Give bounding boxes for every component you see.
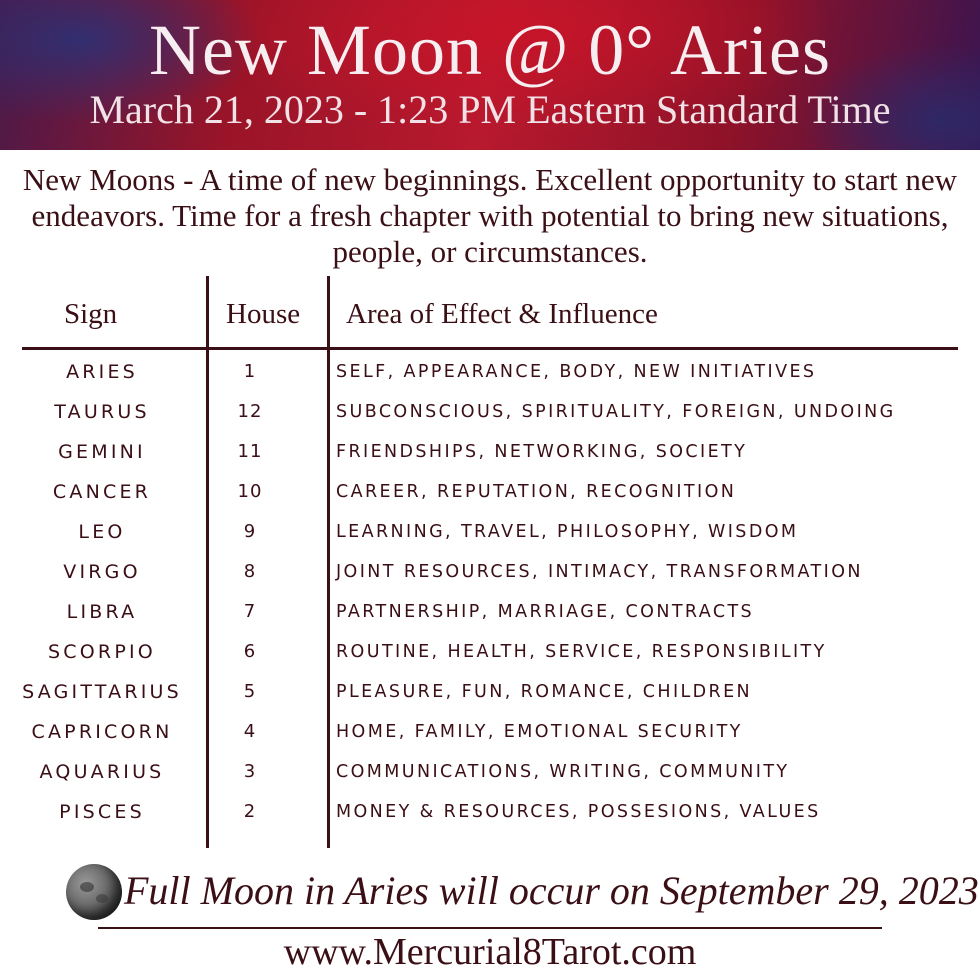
area-cell: ROUTINE, HEALTH, SERVICE, RESPONSIBILITY — [336, 642, 827, 662]
page-subtitle: March 21, 2023 - 1:23 PM Eastern Standard Time — [89, 87, 891, 132]
column-header-area: Area of Effect & Influence — [346, 298, 658, 330]
sign-cell: LEO — [78, 521, 126, 543]
sign-cell: AQUARIUS — [39, 761, 165, 783]
table-row — [0, 632, 980, 672]
house-cell: 9 — [243, 521, 257, 542]
house-cell: 5 — [243, 681, 257, 702]
table-row — [0, 672, 980, 712]
sign-cell: SAGITTARIUS — [22, 681, 182, 703]
table-header-divider — [22, 347, 958, 350]
area-cell: LEARNING, TRAVEL, PHILOSOPHY, WISDOM — [336, 522, 799, 542]
page-title: New Moon @ 0° Aries — [148, 10, 832, 90]
area-cell: HOME, FAMILY, EMOTIONAL SECURITY — [336, 722, 743, 742]
sign-cell: TAURUS — [54, 401, 150, 423]
table-row — [0, 432, 980, 472]
house-cell: 1 — [243, 361, 257, 382]
area-cell: PARTNERSHIP, MARRIAGE, CONTRACTS — [336, 602, 755, 622]
full-moon-note: Full Moon in Aries will occur on September 29, 2023 — [124, 868, 979, 913]
area-cell: CAREER, REPUTATION, RECOGNITION — [336, 482, 737, 502]
sign-cell: PISCES — [59, 801, 145, 823]
area-cell: COMMUNICATIONS, WRITING, COMMUNITY — [336, 762, 790, 782]
house-cell: 8 — [243, 561, 257, 582]
house-cell: 3 — [243, 761, 257, 782]
area-cell: MONEY & RESOURCES, POSSESIONS, VALUES — [336, 802, 821, 822]
house-cell: 11 — [237, 441, 263, 462]
house-cell: 7 — [243, 601, 257, 622]
sign-cell: ARIES — [66, 361, 138, 383]
intro-text: New Moons - A time of new beginnings. Excellent opportunity to start new endeavors. Time for a fresh chapter with potential to bring new situations, people, or circumstances. — [22, 162, 958, 269]
area-cell: SELF, APPEARANCE, BODY, NEW INITIATIVES — [336, 362, 817, 382]
table-row — [0, 592, 980, 632]
table-row — [0, 352, 980, 392]
header-banner — [0, 0, 980, 150]
area-cell: SUBCONSCIOUS, SPIRITUALITY, FOREIGN, UNDOING — [336, 402, 896, 422]
table-row — [0, 712, 980, 752]
full-moon-icon — [66, 864, 122, 920]
house-cell: 12 — [237, 401, 263, 422]
house-cell: 6 — [243, 641, 257, 662]
table-row — [0, 472, 980, 512]
house-cell: 4 — [243, 721, 257, 742]
sign-cell: SCORPIO — [48, 641, 156, 663]
footer-divider — [98, 927, 882, 929]
column-header-house: House — [226, 298, 301, 330]
house-cell: 2 — [243, 801, 257, 822]
sign-cell: CAPRICORN — [31, 721, 173, 743]
table-row — [0, 552, 980, 592]
table-row — [0, 392, 980, 432]
area-cell: JOINT RESOURCES, INTIMACY, TRANSFORMATION — [336, 562, 863, 582]
website-url: www.Mercurial8Tarot.com — [283, 931, 697, 973]
table-row — [0, 512, 980, 552]
table-row — [0, 752, 980, 792]
column-header-sign: Sign — [64, 298, 118, 330]
area-cell: FRIENDSHIPS, NETWORKING, SOCIETY — [336, 442, 748, 462]
table-row — [0, 792, 980, 832]
sign-cell: CANCER — [52, 481, 152, 503]
house-cell: 10 — [237, 481, 263, 502]
area-cell: PLEASURE, FUN, ROMANCE, CHILDREN — [336, 682, 753, 702]
sign-cell: GEMINI — [58, 441, 146, 463]
sign-cell: LIBRA — [66, 601, 138, 623]
sign-cell: VIRGO — [63, 561, 141, 583]
